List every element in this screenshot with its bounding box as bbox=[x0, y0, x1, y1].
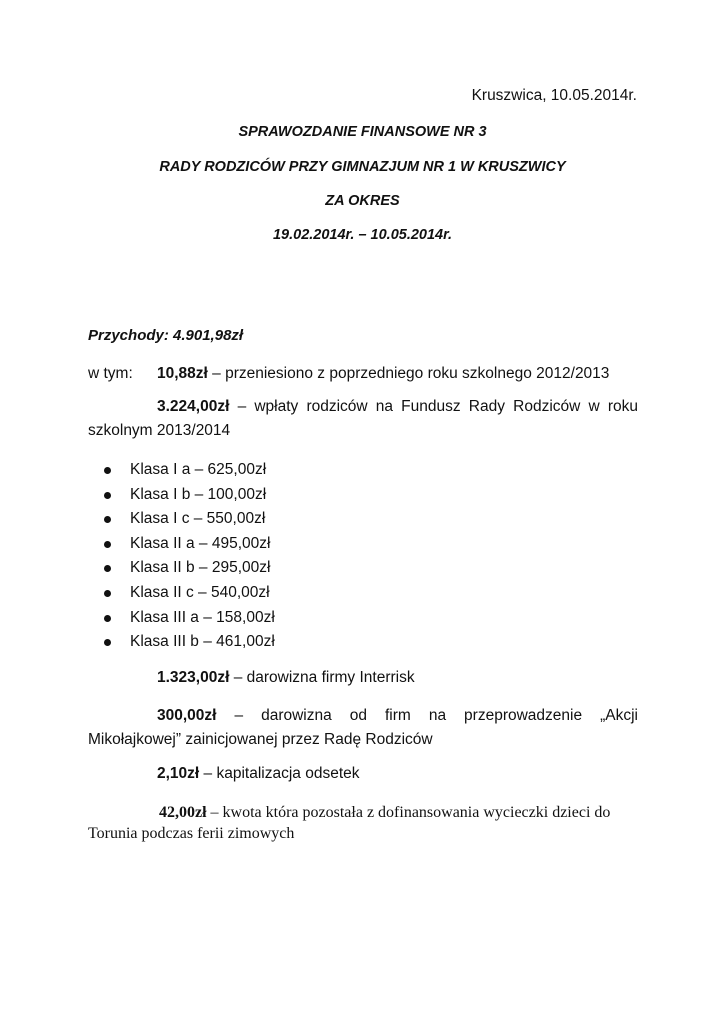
bullet-icon bbox=[104, 492, 111, 499]
bullet-icon bbox=[104, 516, 111, 523]
list-item: Klasa I c – 550,00zł bbox=[104, 507, 275, 532]
interest-amount: 2,10zł bbox=[157, 765, 200, 782]
trip-text: – kwota która pozostała z dofinansowania wycieczki dzieci do Torunia podczas ferii zimowych bbox=[88, 804, 611, 842]
bullet-icon bbox=[104, 565, 111, 572]
trip-remainder-paragraph bbox=[88, 802, 633, 844]
donation-text: – darowizna firmy Interrisk bbox=[229, 669, 415, 686]
income-total: Przychody: 4.901,98zł bbox=[88, 327, 244, 344]
action-text-line1: – darowizna od firm na przeprowadzenie „Akcji bbox=[216, 707, 638, 724]
parents-text-line2: szkolnym 2013/2014 bbox=[88, 422, 231, 439]
donation-amount: 1.323,00zł bbox=[157, 669, 230, 686]
bullet-icon bbox=[104, 541, 111, 548]
list-item: Klasa II a – 495,00zł bbox=[104, 532, 275, 557]
trip-amount: 42,00zł bbox=[159, 804, 207, 821]
carried-over-row bbox=[88, 365, 609, 383]
carried-amount: 10,88zł bbox=[157, 365, 208, 382]
action-amount: 300,00zł bbox=[157, 707, 217, 724]
report-period-label: ZA OKRES bbox=[325, 193, 400, 209]
parents-amount: 3.224,00zł bbox=[157, 398, 230, 415]
bullet-icon bbox=[104, 639, 111, 646]
bullet-icon bbox=[104, 590, 111, 597]
list-item: Klasa III a – 158,00zł bbox=[104, 606, 275, 631]
list-item: Klasa I b – 100,00zł bbox=[104, 483, 275, 508]
interest-row bbox=[157, 765, 360, 783]
bullet-icon bbox=[104, 467, 111, 474]
interest-text: – kapitalizacja odsetek bbox=[199, 765, 360, 782]
action-donation-paragraph bbox=[88, 704, 638, 752]
parents-text-line1: – wpłaty rodziców na Fundusz Rady Rodziców w roku bbox=[229, 398, 638, 415]
action-text-line2: Mikołajkowej” zainicjowanej przez Radę Rodziców bbox=[88, 731, 433, 748]
list-item: Klasa II b – 295,00zł bbox=[104, 556, 275, 581]
list-item: Klasa III b – 461,00zł bbox=[104, 630, 275, 655]
class-contributions-list bbox=[104, 458, 275, 655]
donation-row bbox=[157, 669, 415, 687]
including-label: w tym: bbox=[88, 365, 133, 382]
list-item: Klasa II c – 540,00zł bbox=[104, 581, 275, 606]
parents-contributions-paragraph bbox=[88, 395, 638, 443]
report-title: SPRAWOZDANIE FINANSOWE NR 3 bbox=[238, 124, 487, 140]
list-item: Klasa I a – 625,00zł bbox=[104, 458, 275, 483]
bullet-icon bbox=[104, 615, 111, 622]
place-date: Kruszwica, 10.05.2014r. bbox=[471, 87, 637, 104]
report-period-dates: 19.02.2014r. – 10.05.2014r. bbox=[272, 227, 452, 243]
report-subtitle: RADY RODZICÓW PRZY GIMNAZJUM NR 1 W KRUSZWICY bbox=[159, 159, 566, 175]
carried-text: – przeniesiono z poprzedniego roku szkolnego 2012/2013 bbox=[207, 365, 610, 382]
